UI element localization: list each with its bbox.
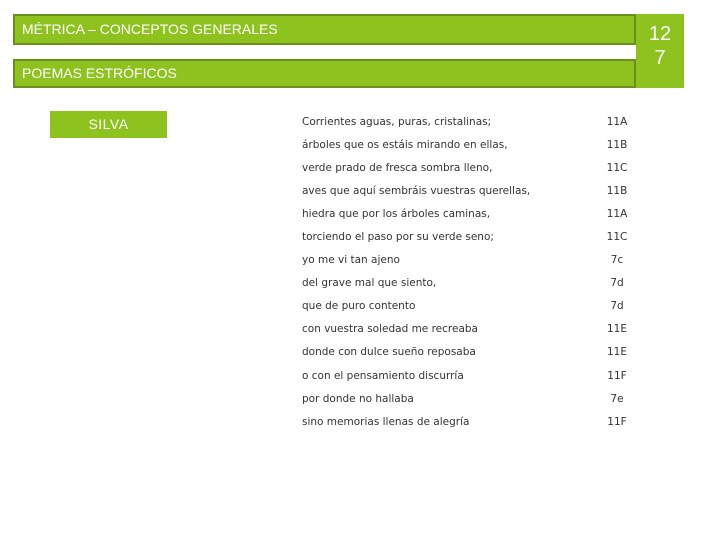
verse-meter: 11F [607, 415, 627, 428]
poem-row [302, 249, 642, 272]
poem-row [302, 272, 642, 295]
verse-text: o con el pensamiento discurría [302, 369, 464, 382]
verse-meter: 7d [610, 300, 624, 313]
verse-text: verde prado de fresca sombra lleno, [302, 161, 493, 174]
poem-row [302, 202, 642, 225]
verse-meter: 11F [607, 369, 627, 382]
verse-meter: 11B [606, 184, 628, 197]
verse-meter: 11B [606, 138, 628, 151]
verse-meter: 7e [610, 392, 624, 405]
poem-row [302, 295, 642, 318]
verse-meter: 7c [610, 254, 624, 267]
verse-text: árboles que os estáis mirando en ellas, [302, 138, 508, 151]
verse-text: sino memorias llenas de alegría [302, 415, 470, 428]
verse-meter: 11C [606, 231, 628, 244]
verse-text: aves que aquí sembráis vuestras querellas, [302, 184, 531, 197]
verse-text: con vuestra soledad me recreaba [302, 323, 478, 336]
verse-meter: 11C [606, 161, 628, 174]
poem-row [302, 156, 642, 179]
poem-row [302, 133, 642, 156]
verse-text: por donde no hallaba [302, 392, 414, 405]
poem-row [302, 341, 642, 364]
verse-meter: 11A [606, 115, 628, 128]
poem-row [302, 110, 642, 133]
verse-text: hiedra que por los árboles caminas, [302, 207, 491, 220]
verse-text: donde con dulce sueño reposaba [302, 346, 476, 359]
poem-row [302, 318, 642, 341]
form-label: SILVA [50, 111, 167, 138]
slide-title: MÉTRICA – CONCEPTOS GENERALES [13, 14, 636, 45]
poem-row [302, 364, 642, 387]
section-title: POEMAS ESTRÓFICOS [13, 59, 636, 88]
verse-meter: 11E [607, 346, 627, 359]
poem-row [302, 387, 642, 410]
page-number-top: 12 [648, 23, 672, 45]
poem-row [302, 179, 642, 202]
poem-table [302, 110, 642, 433]
verse-meter: 11A [606, 207, 628, 220]
verse-text: yo me vi tan ajeno [302, 254, 400, 267]
poem-row [302, 225, 642, 248]
verse-text: Corrientes aguas, puras, cristalinas; [302, 115, 492, 128]
verse-meter: 11E [607, 323, 627, 336]
page-number [636, 14, 684, 88]
verse-text: torciendo el paso por su verde seno; [302, 231, 494, 244]
verse-text: del grave mal que siento, [302, 277, 437, 290]
poem-row [302, 410, 642, 433]
page-number-bottom: 7 [654, 47, 666, 69]
verse-text: que de puro contento [302, 300, 416, 313]
verse-meter: 7d [610, 277, 624, 290]
